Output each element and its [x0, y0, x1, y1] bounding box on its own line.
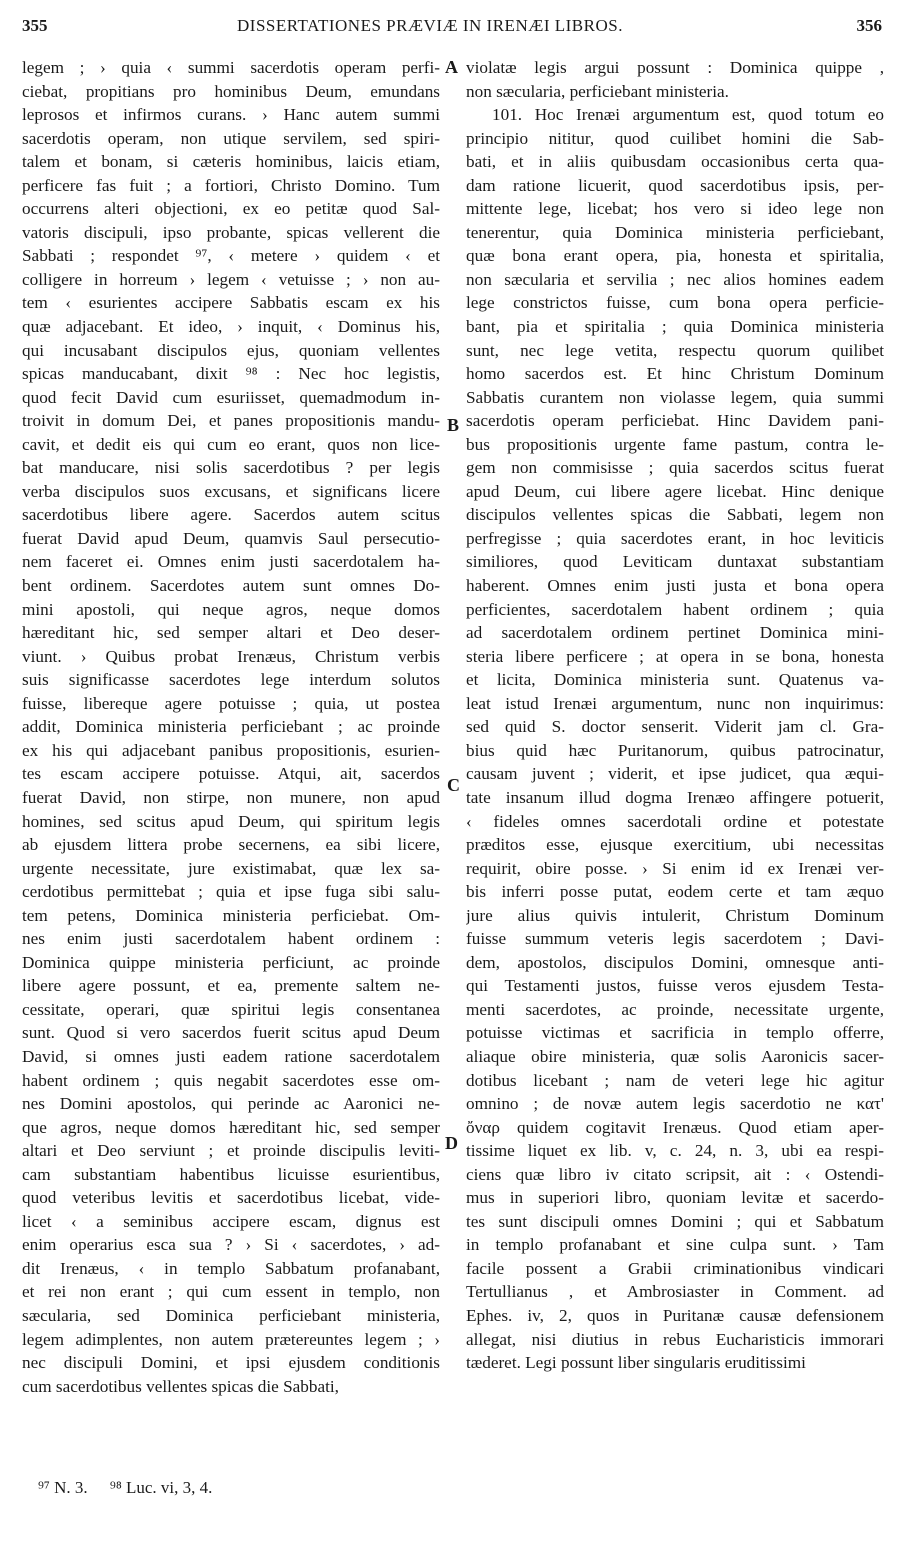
text-line: addit, Dominica ministeria perficiebant ; ac proinde — [22, 717, 440, 737]
footnotes — [38, 1478, 230, 1498]
section-marker-a: A — [445, 57, 458, 77]
text-line: bati, et in aliis quibusdam occasionibus certa qua- — [466, 152, 884, 172]
text-line: mus in superiori libro, quoniam levitæ et sacerdo- — [466, 1188, 884, 1208]
text-line: homines, sed scitus apud Deum, qui spiritum legis — [22, 811, 440, 831]
text-line: perficientes, sacerdotalem habent ordinem ; quia — [466, 599, 884, 619]
text-line: dit Irenæus, ‹ in templo Sabbatum profanabant, — [22, 1258, 440, 1278]
text-line: principio nititur, quod cuilibet homini die Sab- — [466, 128, 884, 148]
text-line: bent ordinem. Sacerdotes autem sunt omnes Do- — [22, 576, 440, 596]
text-line: steria libere perficere ; at opera in se bona, honesta — [466, 646, 884, 666]
page-number-right: 356 — [856, 16, 882, 35]
text-line: nem faceret ei. Omnes enim justi sacerdotalem ha- — [22, 552, 440, 572]
text-line: bis inferri posse putat, eodem certe et tam æquo — [466, 882, 884, 902]
section-marker-c: C — [447, 775, 460, 795]
text-line: cessitate, operari, quæ spiritui legis consentanea — [22, 999, 440, 1019]
running-title: DISSERTATIONES PRÆVIÆ IN IRENÆI LIBROS. — [237, 16, 623, 35]
text-line: homo sacerdos est. Et hinc Christum Dominum — [466, 364, 884, 384]
text-line: ciebat, propitians pro hominibus Deum, emundans — [22, 81, 440, 101]
text-line: Dominica quippe ministeria perficiunt, ac proinde — [22, 952, 440, 972]
right-column — [466, 56, 884, 1375]
section-marker-d: D — [445, 1133, 458, 1153]
text-line: sacerdotis operam, non utique servilem, sed spiri- — [22, 128, 440, 148]
text-line: viunt. › Quibus probat Irenæus, Christum verbis — [22, 646, 440, 666]
text-line: ciens quæ libro iv citato scripsit, ait : ‹ Ostendi- — [466, 1164, 884, 1184]
text-line: omnino ; de novæ autem legis sacerdotio ne κατ' — [466, 1094, 884, 1114]
text-line: violatæ legis argui possunt : Dominica quippe , — [466, 58, 884, 77]
text-line: causam juvent ; viderit, et ipse judicet, qua æqui- — [466, 764, 884, 784]
text-line: fuisse, libereque agere potuisse ; quia, ut postea — [22, 693, 440, 713]
text-line: legem ; › quia ‹ summi sacerdotis operam perfi- — [22, 58, 440, 77]
text-line: quæ adjacebant. Et ideo, › inquit, ‹ Dominus his, — [22, 317, 440, 337]
text-line: mini apostoli, qui neque agros, neque domos — [22, 599, 440, 619]
text-line: ex his qui adjacebant panibus propositionis, esurien- — [22, 740, 440, 760]
page-number-left: 355 — [22, 16, 48, 35]
text-line: perfregisse ; quia sacerdotes erant, in hoc leviticis — [466, 528, 884, 548]
text-line: quod fecit David cum esuriisset, quemadmodum in- — [22, 387, 440, 407]
text-line: verba discipulos suos excusans, et significans licere — [22, 481, 440, 501]
text-line: tes escam accipere potuisse. Atqui, ait, sacerdos — [22, 764, 440, 784]
text-line: sacerdotibus libere agere. Sacerdos autem scitus — [22, 505, 440, 525]
text-line: sacerdotis operam perficiebat. Hinc Davidem pani- — [466, 411, 884, 431]
text-line: potuisse victimas et sacrificia in templo offerre, — [466, 1023, 884, 1043]
text-line: præditos esse, ejusque exercitium, ubi necessitas — [466, 835, 884, 855]
text-line: talem et bonam, si cæteris hominibus, laicis etiam, — [22, 152, 440, 172]
text-line: dam ratione licuerit, quod sacerdotibus ipsis, per- — [466, 175, 884, 195]
page-header — [22, 16, 882, 42]
text-line: cavit, et dedit eis qui cum eo erant, quos non lice- — [22, 434, 440, 454]
text-line: mittente lege, licebat; hos vero si ideo lege non — [466, 199, 884, 219]
footnote: ⁹⁷ N. 3. — [38, 1478, 88, 1497]
text-line: ab ejusdem littera probe secernens, ea sibi licere, — [22, 835, 440, 855]
text-line: troivit in domum Dei, et panes propositionis mandu- — [22, 411, 440, 431]
text-line: Sabbatis curantem non violasse legem, quia summi — [466, 387, 884, 407]
text-line: discipulos vellentes spicas die Sabbati, legem non — [466, 505, 884, 525]
text-line: nes Domini apostolos, qui perinde ac Aaronici ne- — [22, 1094, 440, 1114]
text-line: in templo profanabant et sine culpa sunt. › Tam — [466, 1235, 884, 1255]
text-line: tate insanum illud dogma Irenæo affingere potuerit, — [466, 787, 884, 807]
text-line: tæderet. Legi possunt liber singularis eruditissimi — [466, 1353, 806, 1373]
text-line: suis significasse sacerdotes lege interdum solutos — [22, 670, 440, 690]
text-line: haberent. Omnes enim justi justa et bona opera — [466, 576, 884, 596]
text-line: requirit, obire posse. › Si enim id ex Irenæi ver- — [466, 858, 884, 878]
text-line: spicas manducabant, dixit ⁹⁸ : Nec hoc legistis, — [22, 364, 440, 384]
text-line: legem adimplentes, non autem prætereuntes legem ; › — [22, 1329, 440, 1349]
text-line: apud Deum, cui libere agere licebat. Hinc denique — [466, 481, 884, 501]
text-line: aliaque obire ministeria, quæ solis Aaronicis sacer- — [466, 1046, 884, 1066]
text-line: ὄναρ quidem cogitavit Irenæus. Quod etiam aper- — [466, 1117, 884, 1137]
text-line: perficere fas fuit ; a fortiori, Christo Domino. Tum — [22, 175, 440, 195]
text-line: David, si omnes justi eadem ratione sacerdotalem — [22, 1046, 440, 1066]
text-line: vatoris discipuli, ipso probante, spicas vellerent die — [22, 222, 440, 242]
text-line: habent ordinem ; quis negabit sacerdotes esse om- — [22, 1070, 440, 1090]
text-line: tes sunt discipuli omnes Domini ; qui et Sabbatum — [466, 1211, 884, 1231]
text-line: ad sacerdotalem ordinem pertinet Dominica mini- — [466, 623, 884, 643]
text-line: tem ‹ esurientes accipere Sabbatis escam ex his — [22, 293, 440, 313]
text-line: Tertullianus , et Ambrosiaster in Comment. ad — [466, 1282, 884, 1302]
text-line: tenerentur, quia Dominica ministeria perficiebant, — [466, 222, 884, 242]
text-line: non sæcularia et servilia ; nec alios homines eadem — [466, 269, 884, 289]
text-line: dem, apostolos, discipulos Domini, omnesque anti- — [466, 952, 884, 972]
text-line: que agros, neque domos hæreditant hic, sed semper — [22, 1117, 440, 1137]
footnote: ⁹⁸ Luc. vi, 3, 4. — [109, 1478, 213, 1497]
text-line: quod veteribus levitis et sacerdotibus licebat, vide- — [22, 1188, 440, 1208]
text-line: urgente necessitate, jure existimabat, quæ lex sa- — [22, 858, 440, 878]
text-line: enim operarius esca sua ? › Si ‹ sacerdotes, › ad- — [22, 1235, 440, 1255]
text-line: 101. Hoc Irenæi argumentum est, quod totum eo — [492, 105, 884, 125]
text-line: jure alius quivis intulerit, Christum Dominum — [466, 905, 884, 925]
text-line: leat istud Irenæi argumentum, nunc non inquirimus: — [466, 693, 884, 713]
text-line: bus propositionis urgente fame pastum, contra le- — [466, 434, 884, 454]
text-line: occurrens alteri objectioni, ex eo petitæ quod Sal- — [22, 199, 440, 219]
text-line: quæ bona erant opera, pia, honesta et spiritalia, — [466, 246, 884, 266]
text-line: sæcularia, sed Dominica perficiebant ministeria, — [22, 1305, 440, 1325]
text-line: et rei non erant ; qui cum essent in templo, non — [22, 1282, 440, 1302]
text-line: hæreditant hic, sed semper altari et Deo deser- — [22, 623, 440, 643]
text-line: Sabbati ; respondet ⁹⁷, ‹ metere › quidem ‹ et — [22, 246, 440, 266]
text-line: leprosos et infirmos curans. › Hanc autem summi — [22, 105, 440, 125]
text-line: ‹ fideles omnes sacerdotali ordine et potestate — [466, 811, 884, 831]
text-line: et licita, Dominica ministeria sunt. Quatenus va- — [466, 670, 884, 690]
text-line: colligere in horreum › legem ‹ vetuisse ; › non au- — [22, 269, 440, 289]
text-line: sunt. Quod si vero sacerdos fuerit scitus apud Deum — [22, 1023, 440, 1043]
text-line: bat manducare, nisi solis sacerdotibus ? per legis — [22, 458, 440, 478]
text-line: bant, pia et spiritalia ; quia Dominica ministeria — [466, 317, 884, 337]
text-line: lege constrictos fuisse, cum bona opera perficie- — [466, 293, 884, 313]
text-line: tissime liquet ex lib. v, c. 24, n. 3, ubi ea respi- — [466, 1141, 884, 1161]
text-line: cum sacerdotibus vellentes spicas die Sabbati, — [22, 1376, 339, 1396]
text-line: tem petens, Dominica ministeria perficiebat. Om- — [22, 905, 440, 925]
text-line: bius quid hæc Puritanorum, quibus patrocinatur, — [466, 740, 884, 760]
text-line: non sæcularia, perficiebant ministeria. — [466, 81, 729, 101]
text-line: sunt, nec lege vetita, respectu quorum quilibet — [466, 340, 884, 360]
text-line: altari et Deo serviunt ; et proinde discipulis leviti- — [22, 1141, 440, 1161]
section-marker-b: B — [447, 415, 460, 435]
text-line: gem non commisisse ; quia sacerdos scitus fuerat — [466, 458, 884, 478]
text-line: sed quid S. doctor senserit. Viderit jam cl. Gra- — [466, 717, 884, 737]
text-line: cerdotibus permittebat ; quia et ipse fuga sibi salu- — [22, 882, 440, 902]
text-line: libere agere possunt, et ea, premente saltem ne- — [22, 976, 440, 996]
text-line: similiores, quod Leviticam duntaxat substantiam — [466, 552, 884, 572]
text-line: menti sacerdotes, ac proinde, necessitate urgente, — [466, 999, 884, 1019]
text-line: licet ‹ a seminibus accipere escam, dignus est — [22, 1211, 440, 1231]
left-column — [22, 56, 440, 1398]
text-line: dotibus licebant ; nam de veteri lege hic agitur — [466, 1070, 884, 1090]
text-line: fuerat David apud Deum, quamvis Saul persecutio- — [22, 528, 440, 548]
text-line: qui Testamenti justos, fuisse veros ejusdem Testa- — [466, 976, 884, 996]
text-line: fuisse summum veteris legis sacerdotem ; Davi- — [466, 929, 884, 949]
text-line: allegat, nisi diutius in rebus Eucharisticis immorari — [466, 1329, 884, 1349]
text-line: facile possent a Grabii criminationibus vindicari — [466, 1258, 884, 1278]
text-line: nec discipuli Domini, et ipsi ejusdem conditionis — [22, 1353, 440, 1373]
text-line: nes enim justi sacerdotalem habent ordinem : — [22, 929, 440, 949]
text-line: cam substantiam habentibus licuisse esurientibus, — [22, 1164, 440, 1184]
text-line: Ephes. iv, 2, quos in Puritanæ causæ defensionem — [466, 1305, 884, 1325]
text-line: fuerat David, non stirpe, non munere, non apud — [22, 787, 440, 807]
text-line: qui incusabant discipulos ejus, quoniam vellentes — [22, 340, 440, 360]
